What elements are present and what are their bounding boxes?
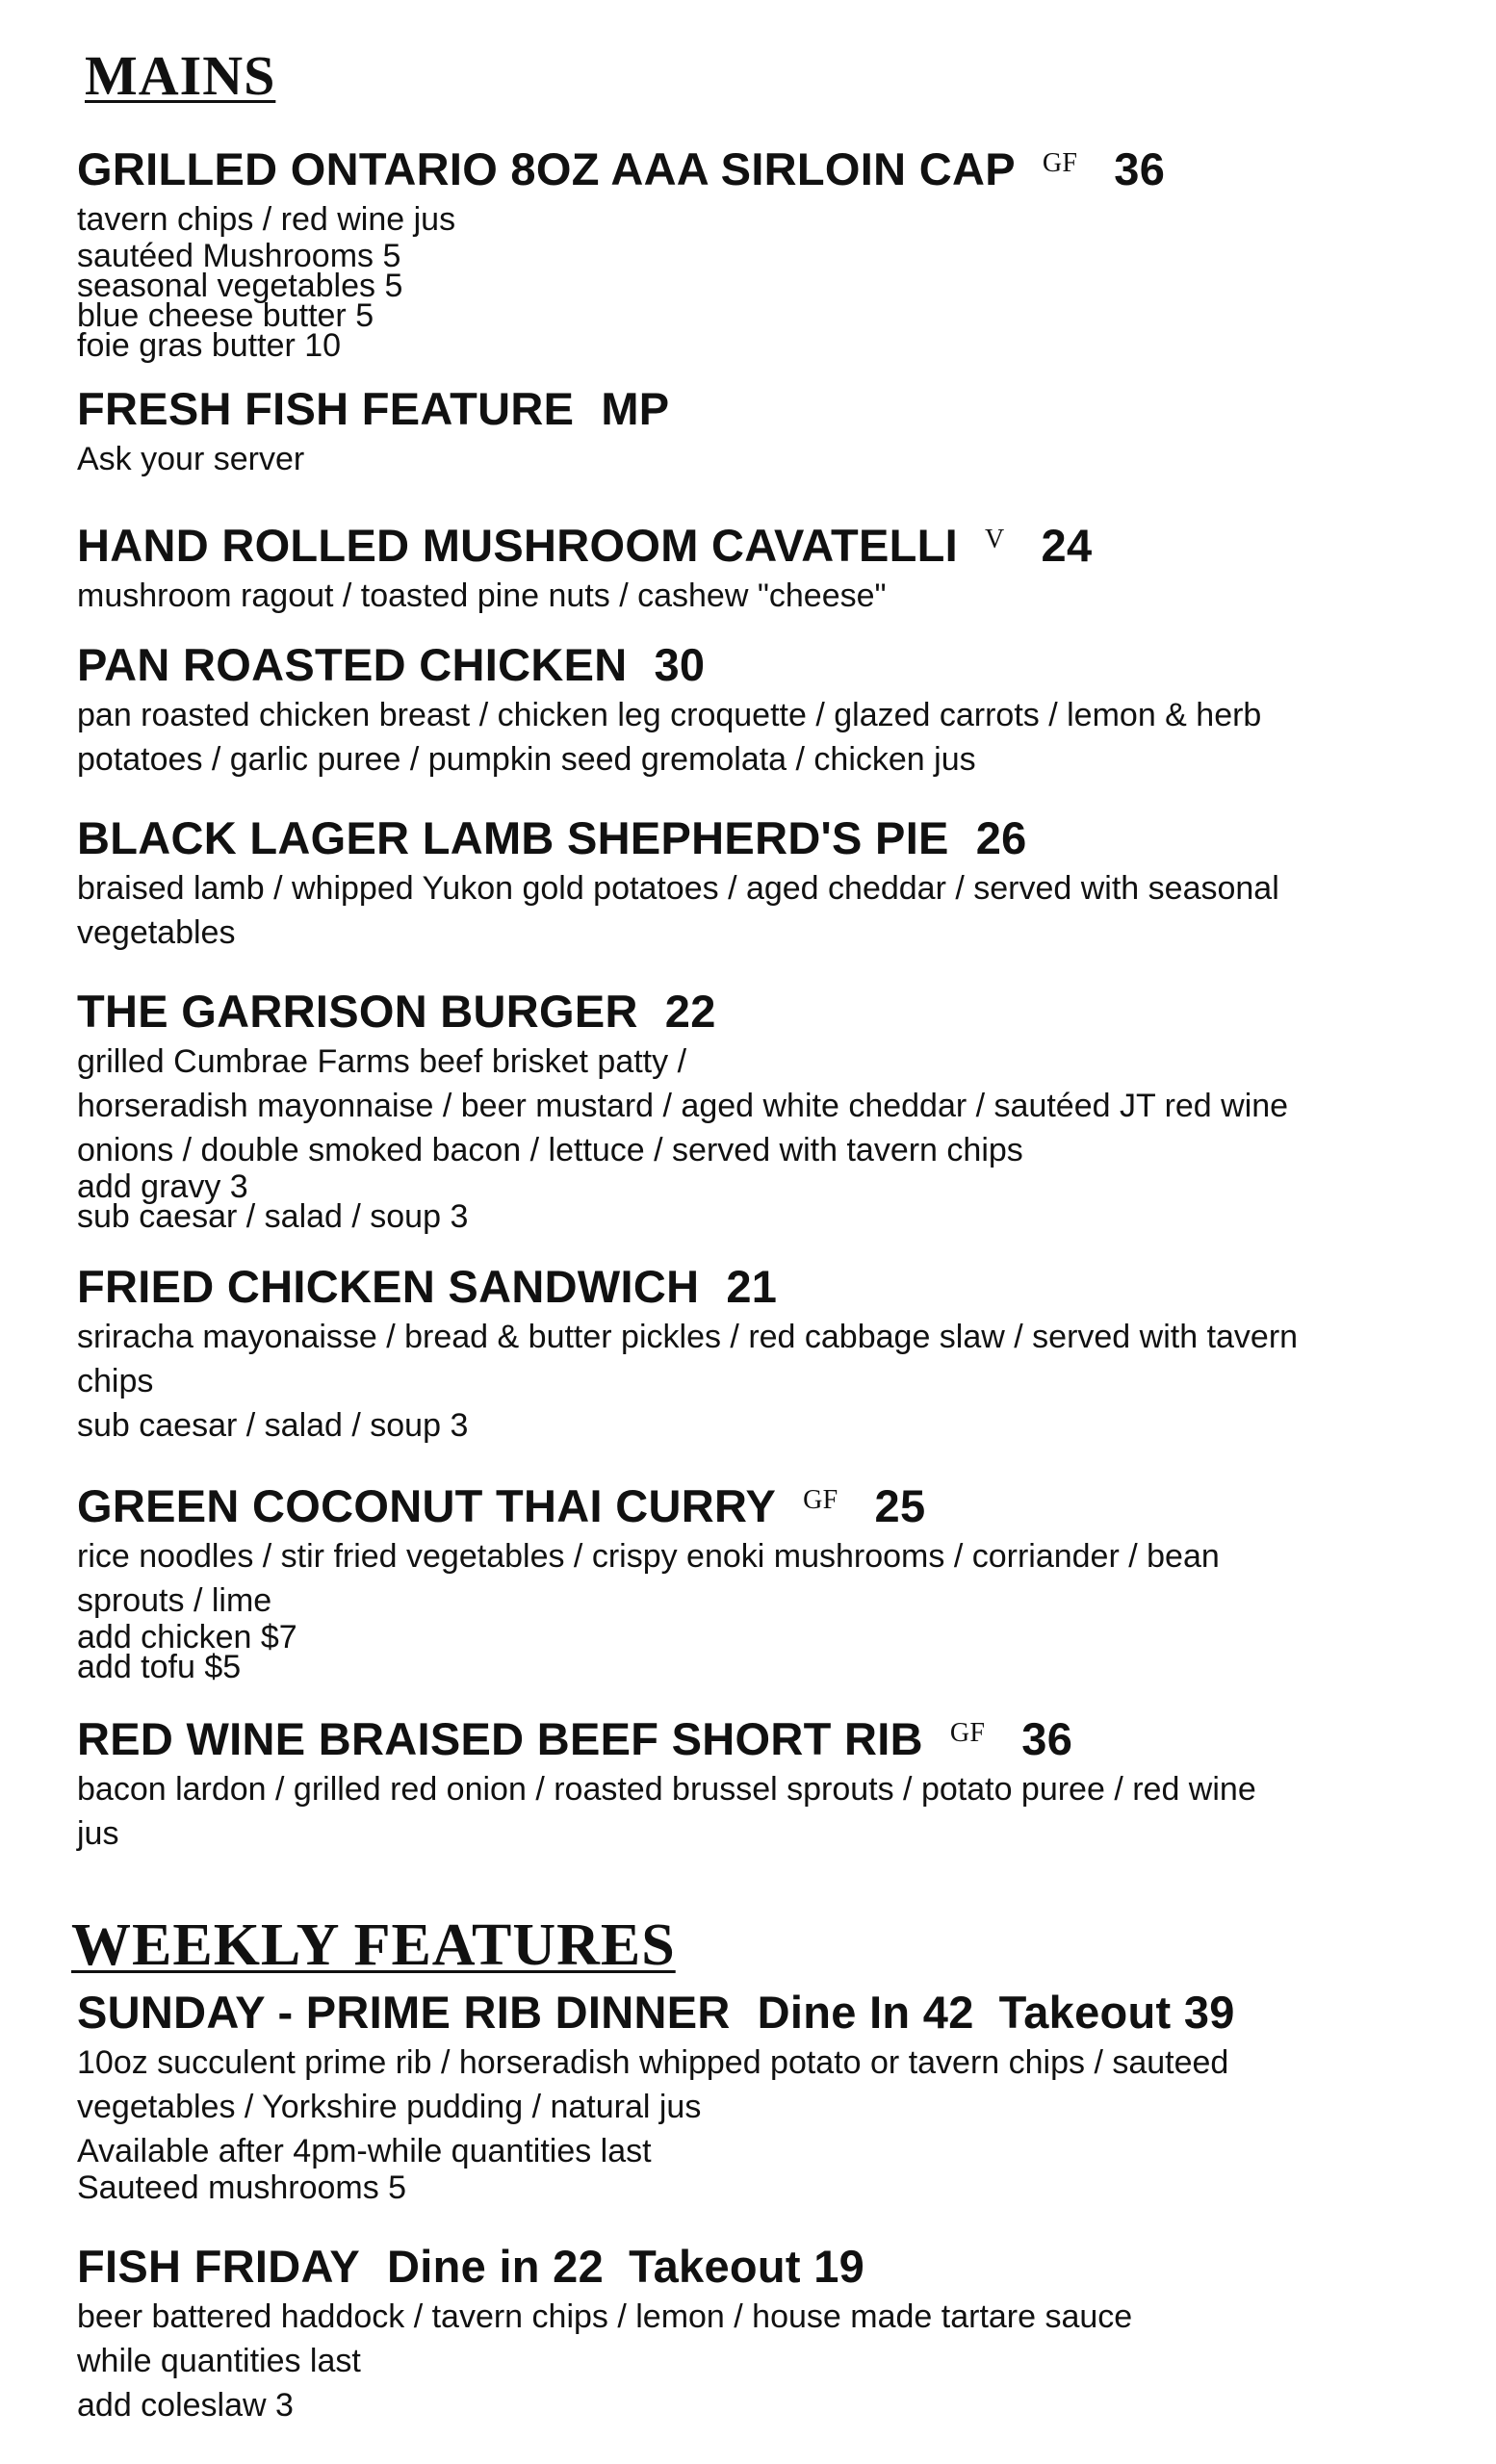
item-addon: sub caesar / salad / soup 3 (77, 1198, 469, 1235)
item-description-line: beer battered haddock / tavern chips / lemon / house made tartare sauce (77, 2298, 1133, 2335)
item-addon: foie gras butter 10 (77, 327, 342, 364)
item-heading (77, 984, 1425, 1040)
item-description-line: grilled Cumbrae Farms beef brisket patty / (77, 1043, 687, 1080)
item-price: Dine in 22 (387, 2241, 605, 2292)
item-description-line: mushroom ragout / toasted pine nuts / cashew "cheese" (77, 578, 887, 614)
item-price: MP (601, 383, 670, 434)
item-price: 25 (874, 1480, 926, 1531)
item-name: SUNDAY - PRIME RIB DINNER (77, 1987, 731, 2038)
menu-item (77, 2239, 1425, 2427)
item-description-line: chips (77, 1363, 154, 1399)
item-addon: add gravy 3 (77, 1168, 248, 1205)
menu-item (77, 984, 1425, 1235)
item-description-line: vegetables (77, 914, 236, 951)
item-name: RED WINE BRAISED BEEF SHORT RIB (77, 1713, 923, 1764)
item-description-line: tavern chips / red wine jus (77, 201, 456, 238)
item-addon: sautéed Mushrooms 5 (77, 238, 401, 274)
item-description-line: onions / double smoked bacon / lettuce / served with tavern chips (77, 1132, 1023, 1168)
menu-item (77, 381, 1425, 481)
menu-item (77, 1473, 1425, 1685)
item-price: 36 (1021, 1713, 1073, 1764)
item-heading (77, 637, 1425, 693)
item-description-line: horseradish mayonnaise / beer mustard / aged white cheddar / sautéed JT red wine (77, 1088, 1289, 1124)
item-description-line: sub caesar / salad / soup 3 (77, 1407, 469, 1444)
item-price: 22 (664, 986, 716, 1037)
weekly-features-heading: WEEKLY FEATURES (71, 1912, 676, 1978)
item-name: FRIED CHICKEN SANDWICH (77, 1261, 700, 1312)
item-name: BLACK LAGER LAMB SHEPHERD'S PIE (77, 812, 949, 863)
item-heading (77, 1259, 1425, 1315)
item-addon: add chicken $7 (77, 1619, 297, 1656)
item-description-line: Ask your server (77, 441, 305, 477)
item-price: 26 (975, 812, 1027, 863)
dietary-tag: GF (803, 1485, 838, 1515)
item-heading (77, 2239, 1425, 2295)
item-heading (77, 1473, 1425, 1534)
item-price-takeout: Takeout 19 (629, 2241, 865, 2292)
item-description-line: braised lamb / whipped Yukon gold potatoes / aged cheddar / served with seasonal (77, 870, 1279, 907)
item-description-line: pan roasted chicken breast / chicken leg croquette / glazed carrots / lemon & herb (77, 697, 1262, 733)
item-name: PAN ROASTED CHICKEN (77, 639, 628, 690)
item-description-line: potatoes / garlic puree / pumpkin seed gremolata / chicken jus (77, 741, 976, 778)
item-name: FISH FRIDAY (77, 2241, 361, 2292)
item-name: FRESH FISH FEATURE (77, 383, 575, 434)
item-price: 24 (1041, 520, 1093, 571)
item-price: 30 (654, 639, 706, 690)
item-heading (77, 381, 1425, 437)
item-description-line: rice noodles / stir fried vegetables / crispy enoki mushrooms / corriander / bean (77, 1538, 1220, 1575)
item-description-line: jus (77, 1815, 119, 1852)
dietary-tag: V (985, 525, 1005, 554)
item-description-line: vegetables / Yorkshire pudding / natural jus (77, 2089, 702, 2125)
item-price-takeout: Takeout 39 (998, 1987, 1235, 2038)
dietary-tag: GF (949, 1718, 986, 1748)
item-addon: add tofu $5 (77, 1649, 242, 1685)
item-price: 21 (726, 1261, 778, 1312)
menu-item (77, 136, 1425, 364)
menu-item (77, 512, 1425, 618)
mains-heading: MAINS (85, 44, 276, 107)
menu-item (77, 637, 1425, 782)
item-addon: blue cheese butter 5 (77, 297, 374, 334)
item-addon: Sauteed mushrooms 5 (77, 2169, 407, 2206)
item-description-line: bacon lardon / grilled red onion / roasted brussel sprouts / potato puree / red wine (77, 1771, 1256, 1808)
item-heading (77, 136, 1425, 197)
menu-item (77, 1259, 1425, 1448)
item-heading (77, 512, 1425, 574)
item-description-line: sprouts / lime (77, 1582, 272, 1619)
item-price: 36 (1114, 143, 1166, 194)
dietary-tag: GF (1042, 148, 1078, 178)
item-name: HAND ROLLED MUSHROOM CAVATELLI (77, 520, 958, 571)
item-description-line: while quantities last (77, 2343, 361, 2379)
item-name: GRILLED ONTARIO 8OZ AAA SIRLOIN CAP (77, 143, 1016, 194)
item-name: THE GARRISON BURGER (77, 986, 638, 1037)
item-heading (77, 1706, 1425, 1767)
item-name: GREEN COCONUT THAI CURRY (77, 1480, 777, 1531)
item-description-line: 10oz succulent prime rib / horseradish whipped potato or tavern chips / sauteed (77, 2044, 1229, 2081)
item-addon: seasonal vegetables 5 (77, 268, 403, 304)
item-description-line: sriracha mayonaisse / bread & butter pickles / red cabbage slaw / served with tavern (77, 1319, 1299, 1355)
menu-item (77, 1706, 1425, 1856)
menu-item (77, 810, 1425, 955)
item-heading (77, 1985, 1425, 2040)
item-description-line: add coleslaw 3 (77, 2387, 294, 2424)
item-price: Dine In 42 (757, 1987, 974, 2038)
item-heading (77, 810, 1425, 866)
item-description-line: Available after 4pm-while quantities last (77, 2133, 652, 2169)
menu-item (77, 1985, 1425, 2206)
